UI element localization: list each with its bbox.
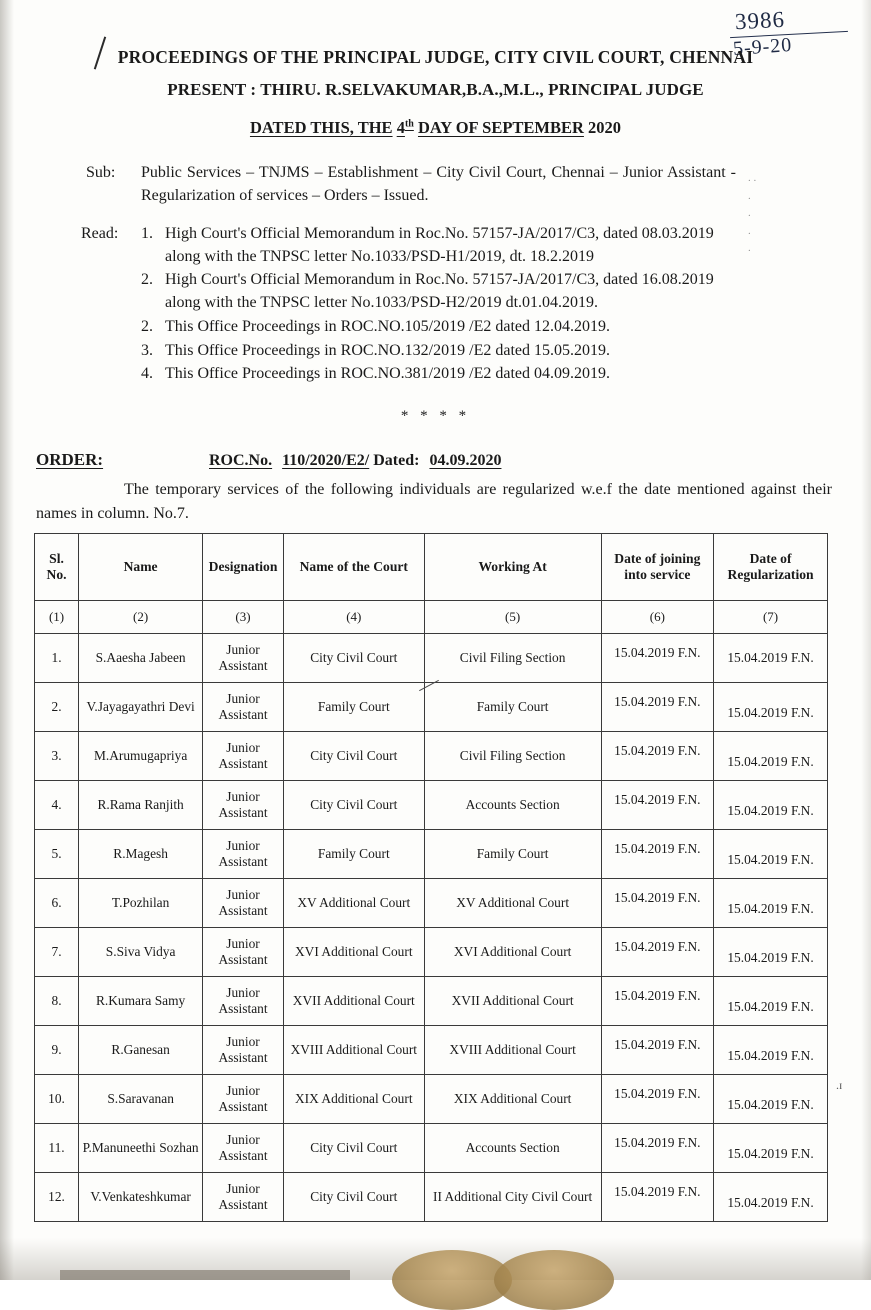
colnum-4: (4) [283, 601, 424, 634]
cell-court: City Civil Court [283, 634, 424, 683]
table-row [35, 732, 828, 781]
cell-joining: 15.04.2019 F.N. [601, 1070, 714, 1119]
read-item-text: This Office Proceedings in ROC.NO.132/2019 /E2 dated 15.05.2019. [165, 341, 610, 359]
cell-court: City Civil Court [283, 1124, 424, 1173]
colnum-7: (7) [714, 601, 828, 634]
order-label: ORDER: [36, 450, 104, 469]
cell-working-at: XVI Additional Court [424, 928, 601, 977]
cell-joining: 15.04.2019 F.N. [601, 1119, 714, 1168]
cell-sl: 1. [35, 634, 79, 683]
header-date-regularization: Date of Regularization [714, 534, 828, 601]
desk-object-right [494, 1250, 614, 1310]
cell-working-at: Civil Filing Section [424, 634, 601, 683]
table-row [35, 634, 828, 683]
cell-court: City Civil Court [283, 781, 424, 830]
desk-edge [60, 1270, 350, 1280]
cell-court: XIX Additional Court [283, 1075, 424, 1124]
cell-regularization: 15.04.2019 F.N. [714, 1081, 828, 1130]
order-dated-value: 04.09.2020 [429, 452, 502, 469]
cell-name: R.Rama Ranjith [79, 781, 203, 830]
read-item-number: 1. [141, 225, 153, 242]
dated-line [0, 118, 871, 138]
cell-regularization: 15.04.2019 F.N. [714, 1130, 828, 1179]
cell-name: S.Saravanan [79, 1075, 203, 1124]
cell-designation: Junior Assistant [203, 879, 284, 928]
read-item [141, 223, 741, 268]
margin-pen-mark: .ɪ [836, 1078, 843, 1092]
cell-joining: 15.04.2019 F.N. [601, 1021, 714, 1070]
colnum-1: (1) [35, 601, 79, 634]
header-sl-no: Sl. No. [35, 534, 79, 601]
cell-regularization: 15.04.2019 F.N. [714, 1032, 828, 1081]
cell-working-at: XVII Additional Court [424, 977, 601, 1026]
table-header-row [35, 534, 828, 601]
cell-regularization: 15.04.2019 F.N. [714, 787, 828, 836]
table-row [35, 977, 828, 1026]
cell-court: Family Court [283, 830, 424, 879]
cell-sl: 11. [35, 1124, 79, 1173]
cell-regularization: 15.04.2019 F.N. [714, 738, 828, 787]
table-row [35, 1124, 828, 1173]
cell-designation: Junior Assistant [203, 1173, 284, 1222]
cell-name: V.Venkateshkumar [79, 1173, 203, 1222]
read-item [141, 363, 741, 386]
cell-regularization: 15.04.2019 F.N. [714, 885, 828, 934]
cell-name: R.Kumara Samy [79, 977, 203, 1026]
cell-sl: 3. [35, 732, 79, 781]
order-body [36, 478, 832, 526]
cell-name: S.Siva Vidya [79, 928, 203, 977]
dated-month: DAY OF SEPTEMBER [417, 118, 584, 137]
cell-joining: 15.04.2019 F.N. [601, 972, 714, 1021]
read-item-number: 2. [141, 317, 153, 335]
read-item [141, 269, 741, 314]
cell-working-at: Family Court [424, 683, 601, 732]
table-row [35, 830, 828, 879]
table-row [35, 1075, 828, 1124]
read-item-number: 2. [141, 271, 153, 289]
header-designation: Designation [203, 534, 284, 601]
cell-joining: 15.04.2019 F.N. [601, 923, 714, 972]
cell-regularization: 15.04.2019 F.N. [714, 634, 828, 683]
roc-line [209, 452, 501, 470]
table-row [35, 683, 828, 732]
read-item-text: High Court's Official Memorandum in Roc.No. 57157-JA/2017/C3, dated 16.08.2019 along with the TNPSC letter No.1033/PSD-H2/2019 dt.01.04.2019. [165, 271, 714, 312]
cell-court: XVI Additional Court [283, 928, 424, 977]
handwritten-file-number: 3986 [734, 6, 786, 35]
cell-working-at: XIX Additional Court [424, 1075, 601, 1124]
cell-court: City Civil Court [283, 1173, 424, 1222]
cell-regularization: 15.04.2019 F.N. [714, 689, 828, 738]
cell-joining: 15.04.2019 F.N. [601, 825, 714, 874]
read-label: Read: [81, 225, 119, 242]
dated-day-suffix: th [404, 118, 414, 130]
read-item-text: This Office Proceedings in ROC.NO.105/2019 /E2 dated 12.04.2019. [165, 317, 610, 335]
cell-sl: 4. [35, 781, 79, 830]
cell-name: V.Jayagayathri Devi [79, 683, 203, 732]
dated-day: 4 [396, 118, 405, 137]
cell-name: P.Manuneethi Sozhan [79, 1124, 203, 1173]
scan-specks: . . . . . . [748, 172, 757, 255]
cell-regularization: 15.04.2019 F.N. [714, 934, 828, 983]
cell-designation: Junior Assistant [203, 683, 284, 732]
read-item-number: 4. [141, 365, 153, 383]
cell-designation: Junior Assistant [203, 830, 284, 879]
order-body-text: The temporary services of the following individuals are regularized w.e.f the date mentioned against their names in column. No.7. [36, 481, 832, 522]
regularization-table [34, 533, 828, 1222]
table-row [35, 1026, 828, 1075]
scan-edge-left [0, 0, 14, 1280]
cell-designation: Junior Assistant [203, 634, 284, 683]
cell-name: R.Magesh [79, 830, 203, 879]
cell-joining: 15.04.2019 F.N. [601, 678, 714, 727]
cell-sl: 6. [35, 879, 79, 928]
header-court: Name of the Court [283, 534, 424, 601]
header-name: Name [79, 534, 203, 601]
cell-designation: Junior Assistant [203, 1026, 284, 1075]
cell-sl: 8. [35, 977, 79, 1026]
roc-label: ROC.No. [209, 452, 273, 469]
subject-label: Sub: [86, 164, 116, 181]
colnum-5: (5) [424, 601, 601, 634]
read-item [141, 316, 741, 339]
section-separator: * * * * [400, 408, 471, 424]
roc-value: 110/2020/E2/ [282, 452, 370, 469]
header-working-at: Working At [424, 534, 601, 601]
subject-text: Public Services – TNJMS – Establishment – City Civil Court, Chennai – Junior Assistant - Regularization of services – Orders – Issued. [141, 164, 736, 204]
cell-regularization: 15.04.2019 F.N. [714, 1179, 828, 1228]
cell-court: XV Additional Court [283, 879, 424, 928]
cell-designation: Junior Assistant [203, 1075, 284, 1124]
cell-court: XVIII Additional Court [283, 1026, 424, 1075]
cell-court: XVII Additional Court [283, 977, 424, 1026]
cell-designation: Junior Assistant [203, 781, 284, 830]
read-item [141, 340, 741, 363]
cell-working-at: Civil Filing Section [424, 732, 601, 781]
cell-designation: Junior Assistant [203, 1124, 284, 1173]
cell-court: Family Court [283, 683, 424, 732]
read-list [141, 223, 741, 387]
cell-regularization: 15.04.2019 F.N. [714, 836, 828, 885]
cell-name: M.Arumugapriya [79, 732, 203, 781]
cell-name: R.Ganesan [79, 1026, 203, 1075]
cell-joining: 15.04.2019 F.N. [601, 1168, 714, 1217]
cell-working-at: XV Additional Court [424, 879, 601, 928]
cell-working-at: II Additional City Civil Court [424, 1173, 601, 1222]
cell-name: T.Pozhilan [79, 879, 203, 928]
table-row [35, 879, 828, 928]
cell-designation: Junior Assistant [203, 977, 284, 1026]
header-date-joining: Date of joining into service [601, 534, 714, 601]
cell-sl: 10. [35, 1075, 79, 1124]
colnum-6: (6) [601, 601, 714, 634]
cell-joining: 15.04.2019 F.N. [601, 776, 714, 825]
table-row [35, 1173, 828, 1222]
read-item-text: This Office Proceedings in ROC.NO.381/2019 /E2 dated 04.09.2019. [165, 365, 610, 383]
table-row [35, 928, 828, 977]
cell-sl: 2. [35, 683, 79, 732]
read-item-number: 3. [141, 341, 153, 359]
cell-working-at: Family Court [424, 830, 601, 879]
handwritten-date-stamp: 5-9-20 [732, 33, 793, 61]
cell-court: City Civil Court [283, 732, 424, 781]
present-judge-line: PRESENT : THIRU. R.SELVAKUMAR,B.A.,M.L., PRINCIPAL JUDGE [167, 80, 704, 99]
cell-sl: 5. [35, 830, 79, 879]
cell-designation: Junior Assistant [203, 732, 284, 781]
read-item-text: High Court's Official Memorandum in Roc.No. 57157-JA/2017/C3, dated 08.03.2019 along with the TNPSC letter No.1033/PSD-H1/2019, dt. 18.2.2019 [165, 225, 714, 265]
proceedings-title: PROCEEDINGS OF THE PRINCIPAL JUDGE, CITY CIVIL COURT, CHENNAI [117, 47, 754, 67]
cell-designation: Junior Assistant [203, 928, 284, 977]
cell-working-at: XVIII Additional Court [424, 1026, 601, 1075]
cell-working-at: Accounts Section [424, 781, 601, 830]
scan-edge-right [861, 0, 871, 1280]
cell-sl: 7. [35, 928, 79, 977]
cell-name: S.Aaesha Jabeen [79, 634, 203, 683]
order-dated-label: Dated: [373, 452, 420, 469]
table-row [35, 781, 828, 830]
cell-sl: 9. [35, 1026, 79, 1075]
dated-prefix: DATED THIS, THE [249, 118, 393, 137]
cell-joining: 15.04.2019 F.N. [601, 727, 714, 776]
cell-working-at: Accounts Section [424, 1124, 601, 1173]
cell-regularization: 15.04.2019 F.N. [714, 983, 828, 1032]
dated-year: 2020 [588, 118, 622, 137]
cell-joining: 15.04.2019 F.N. [601, 874, 714, 923]
cell-joining: 15.04.2019 F.N. [601, 629, 714, 678]
colnum-2: (2) [79, 601, 203, 634]
colnum-3: (3) [203, 601, 284, 634]
cell-sl: 12. [35, 1173, 79, 1222]
